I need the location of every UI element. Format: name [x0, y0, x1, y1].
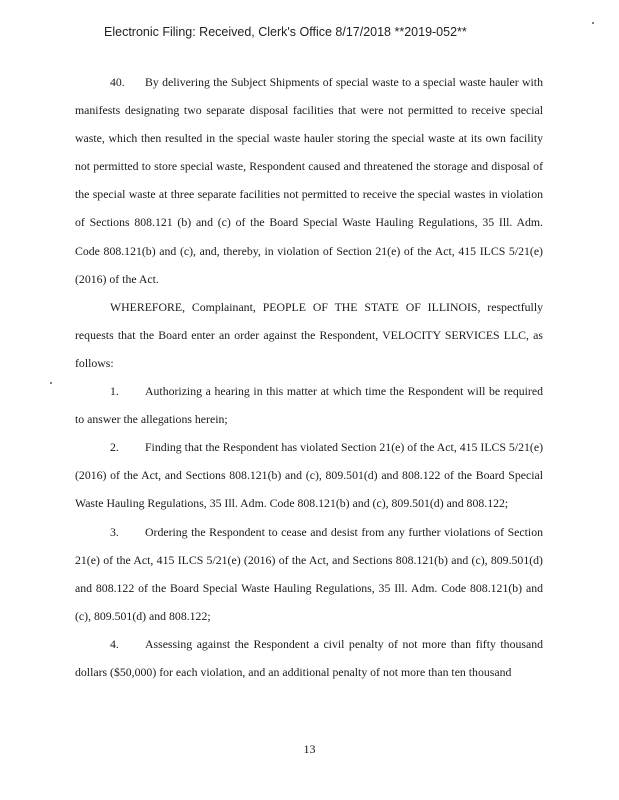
- scan-speck: [50, 382, 52, 384]
- relief-item-4: [75, 630, 543, 686]
- paragraph-text: Authorizing a hearing in this matter at which time the Respondent will be required to answer the allegations herein;: [75, 384, 543, 427]
- wherefore-paragraph: [75, 293, 543, 377]
- paragraph-text: By delivering the Subject Shipments of special waste to a special waste hauler with manifests designating two separate disposal facilities that were not permitted to receive special waste, which then resulted in the special waste hauler storing the special waste at its own facility not permitted to store special waste, Respondent caused and threatened the storage and disposal of the special waste at three separate facilities not permitted to receive the special wastes in violation of Sections 808.121 (b) and (c) of the Board Special Waste Hauling Regulations, 35 Ill. Adm. Code 808.121(b) and (c), and, thereby, in violation of Section 21(e) of the Act, 415 ILCS 5/21(e) (2016) of the Act.: [75, 75, 543, 286]
- paragraph-number: 40.: [110, 75, 125, 89]
- paragraph-number: 3.: [110, 524, 119, 539]
- relief-item-2: [75, 433, 543, 517]
- relief-item-1: [75, 377, 543, 433]
- relief-item-3: [75, 518, 543, 630]
- scan-speck: [592, 22, 594, 24]
- paragraph-text: Finding that the Respondent has violated Section 21(e) of the Act, 415 ILCS 5/21(e) (2016) of the Act, and Sections 808.121(b) and (c), 809.501(d) and 808.122 of the Board Special Waste Hauling Regulations, 35 Ill. Adm. Code 808.121(b) and (c), 809.501(d) and 808.122;: [75, 440, 543, 511]
- paragraph-number: 4.: [110, 636, 119, 651]
- paragraph-text: Assessing against the Respondent a civil penalty of not more than fifty thousand dollars ($50,000) for each violation, and an additional penalty of not more than ten thousand: [75, 636, 543, 679]
- page-number: 13: [303, 742, 316, 756]
- paragraph-number: 1.: [110, 384, 119, 399]
- electronic-filing-header: Electronic Filing: Received, Clerk's Office 8/17/2018 **2019-052**: [104, 25, 467, 39]
- paragraph-text: Ordering the Respondent to cease and desist from any further violations of Section 21(e) of the Act, 415 ILCS 5/21(e) (2016) of the Act, and Sections 808.121(b) and (c), 809.501(d) and 808.122 of the Board Special Waste Hauling Regulations, 35 Ill. Adm. Code 808.121(b) and (c), 809.501(d) and 808.122;: [75, 524, 543, 623]
- document-body: [75, 68, 543, 686]
- paragraph-text: WHEREFORE, Complainant, PEOPLE OF THE STATE OF ILLINOIS, respectfully requests that the Board enter an order against the Respondent, VELOCITY SERVICES LLC, as follows:: [75, 299, 543, 370]
- paragraph-number: 2.: [110, 440, 119, 455]
- paragraph-40: [75, 68, 543, 293]
